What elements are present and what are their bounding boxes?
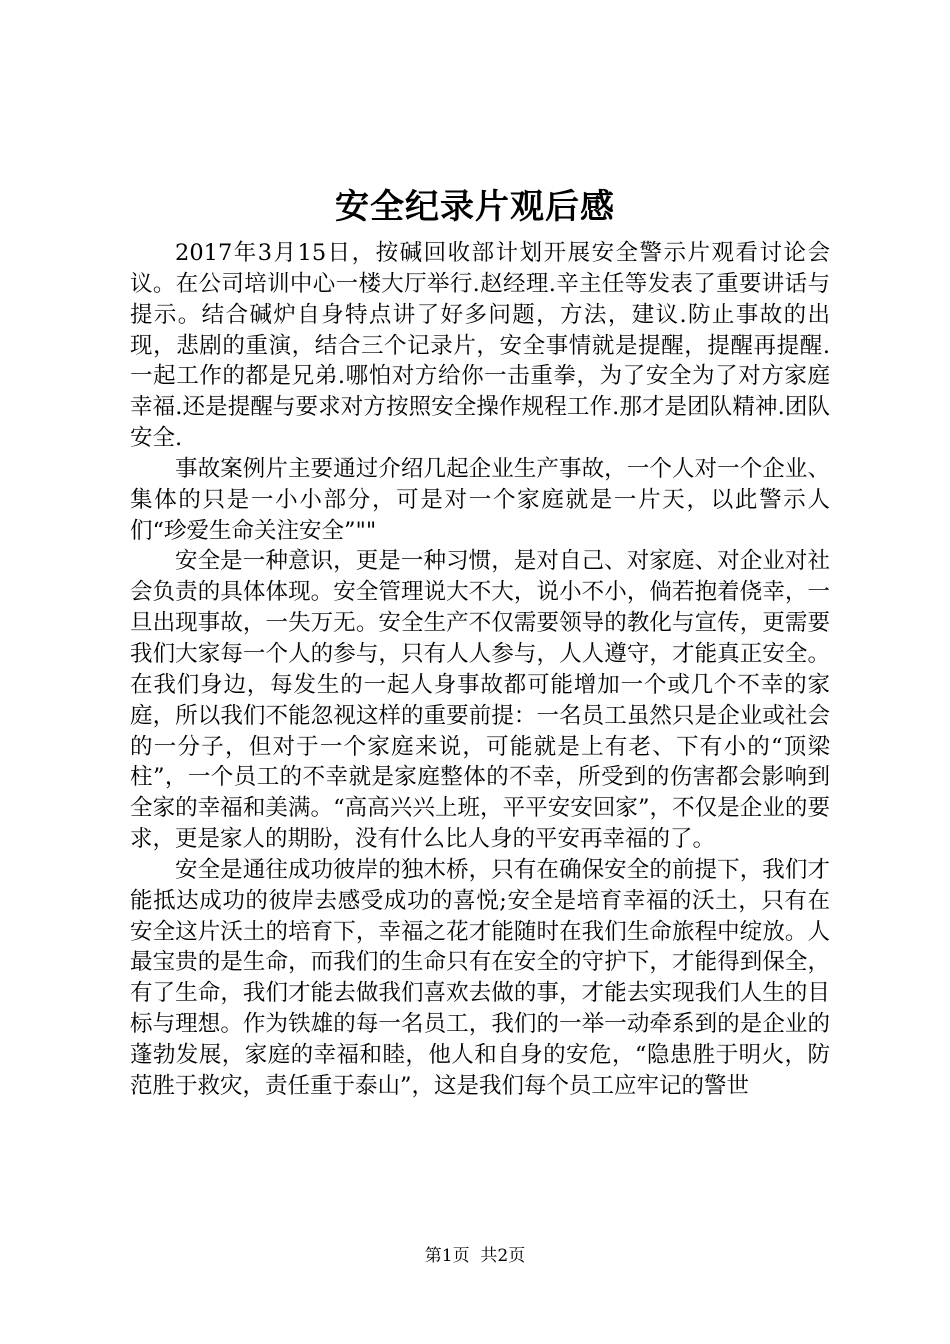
paragraph-4: 安全是通往成功彼岸的独木桥，只有在确保安全的前提下，我们才能抵达成功的彼岸去感受成功的喜悦;安全是培育幸福的沃土，只有在安全这片沃土的培育下，幸福之花才能随时在我们生命旅程中绽放。人最宝贵的是生命，而我们的生命只有在安全的守护下，才能得到保全，有了生命，我们才能去做我们喜欢去做的事，才能去实现我们人生的目标与理想。作为铁雄的每一名员工，我们的一举一动牵系到的是企业的蓬勃发展，家庭的幸福和睦，他人和自身的安危，“隐患胜于明火，防范胜于救灾，责任重于泰山”，这是我们每个员工应牢记的警世 [130,856,830,1099]
paragraph-3: 安全是一种意识，更是一种习惯，是对自己、对家庭、对企业对社会负责的具体体现。安全管理说大不大，说小不小，倘若抱着侥幸，一旦出现事故，一失万无。安全生产不仅需要领导的教化与宣传，更需要我们大家每一个人的参与，只有人人参与，人人遵守，才能真正安全。在我们身边，每发生的一起人身事故都可能增加一个或几个不幸的家庭，所以我们不能忽视这样的重要前提：一名员工虽然只是企业或社会的一分子，但对于一个家庭来说，可能就是上有老、下有小的“顶梁柱”，一个员工的不幸就是家庭整体的不幸，所受到的伤害都会影响到全家的幸福和美满。“高高兴兴上班，平平安安回家”，不仅是企业的要求，更是家人的期盼，没有什么比人身的平安再幸福的了。 [130,548,830,853]
page-number-footer: 第1页 共2页 [424,1246,526,1266]
document-title: 安全纪录片观后感 [335,187,615,227]
paragraph-1: 2017年3月15日，按碱回收部计划开展安全警示片观看讨论会议。在公司培训中心一楼大厅举行.赵经理.辛主任等发表了重要讲话与提示。结合碱炉自身特点讲了好多问题，方法，建议.防止事故的出现，悲剧的重演，结合三个记录片，安全事情就是提醒，提醒再提醒.一起工作的都是兄弟.哪怕对方给你一击重拳，为了安全为了对方家庭幸福.还是提醒与要求对方按照安全操作规程工作.那才是团队精神.团队安全. [130,240,830,452]
document-body [130,238,830,1102]
paragraph-2: 事故案例片主要通过介绍几起企业生产事故，一个人对一个企业、集体的只是一小小部分，可是对一个家庭就是一片天，以此警示人们“珍爱生命关注安全”"" [130,455,830,544]
